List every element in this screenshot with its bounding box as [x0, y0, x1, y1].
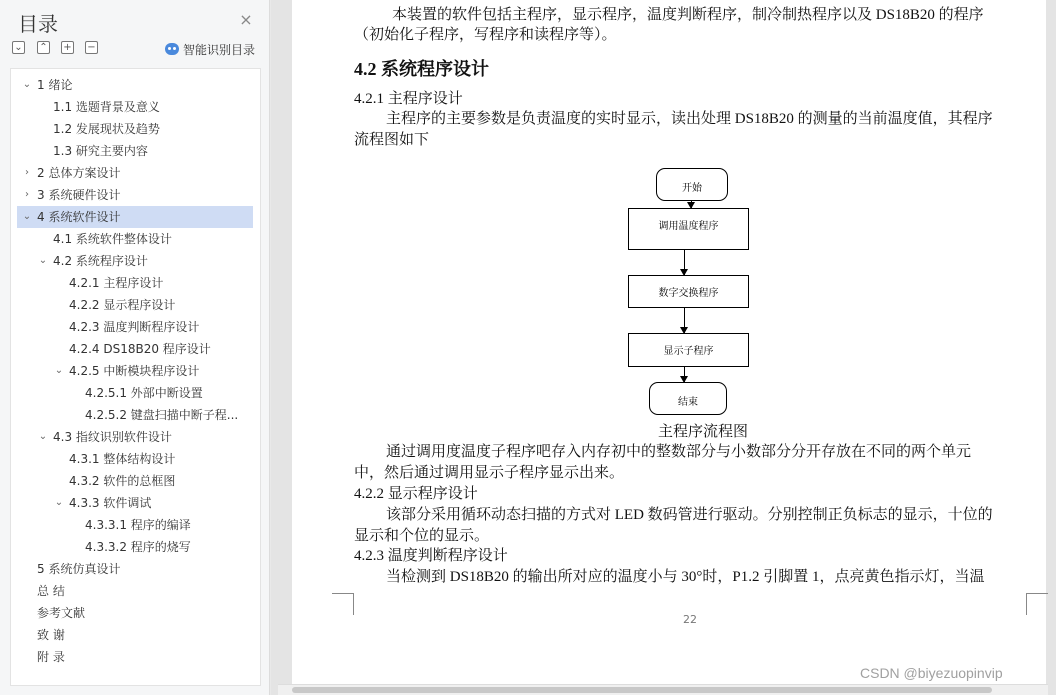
toc-item[interactable]: ⌄ 4.2 系统程序设计	[17, 250, 253, 272]
page-number: 22	[683, 613, 697, 626]
toc-item[interactable]: 4.3.3.1 程序的编译	[85, 518, 191, 532]
flowchart-process-node: 显示子程序	[628, 333, 749, 367]
subsection-heading: 4.2.3 温度判断程序设计	[354, 548, 508, 564]
paragraph-line: 中，然后通过调用显示子程序显示出来。	[354, 465, 625, 481]
flowchart-process-node: 数字交换程序	[628, 275, 749, 308]
paragraph-line: （初始化子程序，写程序和读程序等）。	[354, 27, 617, 43]
toc-item[interactable]: ⌄ 4.3.3 软件调试	[17, 492, 253, 514]
flowchart-end-node: 结束	[649, 382, 727, 415]
paragraph-line: 主程序的主要参数是负责温度的实时显示，读出处理 DS18B20 的测量的当前温度值，其程序	[386, 111, 993, 127]
paragraph-line: 显示和个位的显示。	[354, 528, 490, 544]
subsection-heading: 4.2.1 主程序设计	[354, 91, 463, 107]
robot-icon	[165, 43, 179, 55]
toc-item[interactable]: 附 录	[37, 650, 65, 664]
page-corner-mark	[332, 593, 354, 615]
toc-item[interactable]: ⌄ 1 绪论	[17, 74, 253, 96]
collapse-all-icon[interactable]: ⌃	[37, 41, 50, 54]
toc-item[interactable]: 1.2 发展现状及趋势	[53, 122, 160, 136]
scrollbar-thumb[interactable]	[292, 687, 992, 693]
toc-item[interactable]: 4.2.5.2 键盘扫描中断子程...	[85, 408, 239, 422]
toc-item[interactable]: ⌄ 4.3 指纹识别软件设计	[17, 426, 253, 448]
smart-toc-button[interactable]	[165, 40, 255, 58]
page-corner-mark	[1026, 593, 1048, 615]
watermark-text: CSDN @biyezuopinvip	[860, 665, 1003, 681]
toc-item[interactable]: › 2 总体方案设计	[17, 162, 253, 184]
paragraph-line: 当检测到 DS18B20 的输出所对应的温度小与 30°时，P1.2 引脚置 1，点亮黄色指示灯，当温	[386, 569, 985, 585]
toc-item[interactable]: 1.1 选题背景及意义	[53, 100, 160, 114]
toc-item[interactable]: 4.3.3.2 程序的烧写	[85, 540, 191, 554]
toc-item[interactable]: 4.3.1 整体结构设计	[69, 452, 176, 466]
chevron-down-icon[interactable]: ⌄	[22, 211, 32, 222]
toc-item-active[interactable]: ⌄ 4 系统软件设计	[17, 206, 253, 228]
toc-item[interactable]: ⌄ 4.2.5 中断模块程序设计	[17, 360, 253, 382]
flowchart-arrow	[691, 201, 692, 208]
toc-item[interactable]: 致 谢	[37, 628, 65, 642]
paragraph-line: 该部分采用循环动态扫描的方式对 LED 数码管进行驱动。分别控制正负标志的显示，十位的	[386, 507, 993, 523]
toc-item[interactable]: 4.1 系统软件整体设计	[53, 232, 172, 246]
chevron-right-icon[interactable]: ›	[25, 189, 29, 200]
chevron-down-icon[interactable]: ⌄	[38, 255, 48, 266]
add-heading-icon[interactable]: +	[61, 41, 74, 54]
subsection-heading: 4.2.2 显示程序设计	[354, 486, 478, 502]
paragraph-line: 本装置的软件包括主程序，显示程序，温度判断程序，制冷制热程序以及 DS18B20 的程序	[392, 7, 984, 23]
remove-heading-icon[interactable]: −	[85, 41, 98, 54]
paragraph-line: 流程图如下	[354, 132, 430, 148]
flowchart-start-node: 开始	[656, 168, 728, 201]
section-heading: 4.2 系统程序设计	[354, 59, 489, 79]
flowchart-arrow	[684, 367, 685, 382]
toc-sidebar	[0, 0, 270, 695]
chevron-down-icon[interactable]: ⌄	[38, 431, 48, 442]
chevron-right-icon[interactable]: ›	[25, 167, 29, 178]
toc-item[interactable]: 4.2.4 DS18B20 程序设计	[69, 342, 211, 356]
sidebar-title: 目录	[18, 12, 58, 36]
flowchart-process-node: 调用温度程序	[628, 208, 749, 250]
chevron-down-icon[interactable]: ⌄	[54, 365, 64, 376]
toc-item[interactable]: 4.3.2 软件的总框图	[69, 474, 176, 488]
toc-item[interactable]: 4.2.5.1 外部中断设置	[85, 386, 203, 400]
smart-toc-label: 智能识别目录	[183, 42, 256, 57]
toc-tree	[10, 68, 261, 686]
toc-item[interactable]: 参考文献	[37, 606, 86, 620]
toc-item[interactable]: 1.3 研究主要内容	[53, 144, 148, 158]
horizontal-scrollbar[interactable]	[278, 684, 1048, 695]
close-icon[interactable]: ×	[239, 10, 253, 29]
figure-caption: 主程序流程图	[658, 424, 749, 440]
toc-item[interactable]: 总 结	[37, 584, 65, 598]
flowchart-arrow	[684, 308, 685, 333]
toc-item[interactable]: 4.2.1 主程序设计	[69, 276, 164, 290]
toc-item[interactable]: › 3 系统硬件设计	[17, 184, 253, 206]
expand-all-icon[interactable]: ⌄	[12, 41, 25, 54]
toc-item[interactable]: 4.2.2 显示程序设计	[69, 298, 176, 312]
toc-item[interactable]: 4.2.3 温度判断程序设计	[69, 320, 200, 334]
toc-item[interactable]: 5 系统仿真设计	[37, 562, 121, 576]
flowchart-arrow	[684, 250, 685, 275]
chevron-down-icon[interactable]: ⌄	[54, 497, 64, 508]
paragraph-line: 通过调用度温度子程序吧存入内存初中的整数部分与小数部分分开存放在不同的两个单元	[386, 444, 972, 460]
chevron-down-icon[interactable]: ⌄	[22, 79, 32, 90]
